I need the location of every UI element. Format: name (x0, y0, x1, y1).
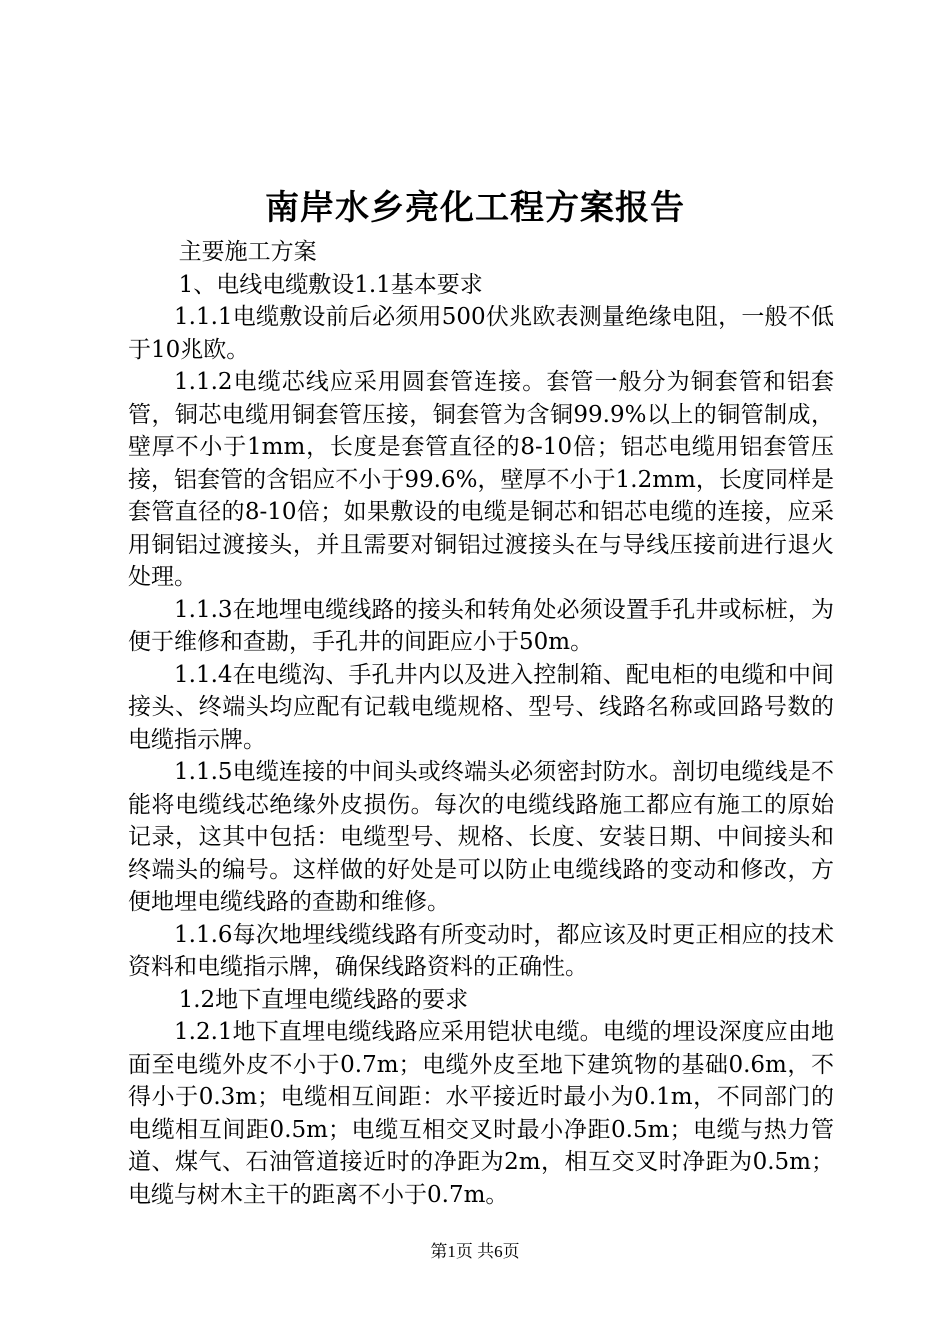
paragraph: 1.1.5电缆连接的中间头或终端头必须密封防水。剖切电缆线是不能将电缆线芯绝缘外皮损伤。每次的电缆线路施工都应有施工的原始记录，这其中包括：电缆型号、规格、长度、安装日期、中间接头和终端头的编号。这样做的好处是可以防止电缆线路的变动和修改，方便地埋电缆线路的查勘和维修。 (128, 759, 834, 915)
section-heading: 1、电线电缆敷设1.1基本要求 (178, 271, 483, 298)
paragraph: 1.1.6每次地埋线缆线路有所变动时，都应该及时更正相应的技术资料和电缆指示牌，确保线路资料的正确性。 (128, 921, 834, 980)
paragraph: 1.2.1地下直埋电缆线路应采用铠状电缆。电缆的埋设深度应由地面至电缆外皮不小于0.7m；电缆外皮至地下建筑物的基础0.6m，不得小于0.3m；电缆相互间距：水平接近时最小为0.1m，不同部门的电缆相互间距0.5m；电缆互相交叉时最小净距0.5m；电缆与热力管道、煤气、石油管道接近时的净距为2m，相互交叉时净距为0.5m；电缆与树木主干的距离不小于0.7m。 (128, 1019, 834, 1208)
paragraph: 1.1.4在电缆沟、手孔井内以及进入控制箱、配电柜的电缆和中间接头、终端头均应配有记载电缆规格、型号、线路名称或回路号数的电缆指示牌。 (128, 661, 834, 753)
page-number: 第1页 共6页 (430, 1242, 520, 1261)
document-title: 南岸水乡亮化工程方案报告 (265, 188, 685, 228)
section-heading: 1.2地下直埋电缆线路的要求 (178, 986, 469, 1013)
section-heading: 主要施工方案 (178, 239, 317, 265)
paragraph: 1.1.2电缆芯线应采用圆套管连接。套管一般分为铜套管和铝套管，铜芯电缆用铜套管压接，铜套管为含铜99.9%以上的铜管制成，壁厚不小于1mm，长度是套管直径的8-10倍；铝芯电缆用铝套管压接，铝套管的含铝应不小于99.6%，壁厚不小于1.2mm，长度同样是套管直径的8-10倍；如果敷设的电缆是铜芯和铝芯电缆的连接，应采用铜铝过渡接头，并且需要对铜铝过渡接头在与导线压接前进行退火处理。 (128, 369, 834, 590)
document-body (128, 236, 834, 1211)
paragraph: 1.1.1电缆敷设前后必须用500伏兆欧表测量绝缘电阻，一般不低于10兆欧。 (128, 304, 834, 363)
paragraph: 1.1.3在地埋电缆线路的接头和转角处必须设置手孔井或标桩，为便于维修和查勘，手孔井的间距应小于50m。 (128, 596, 834, 655)
